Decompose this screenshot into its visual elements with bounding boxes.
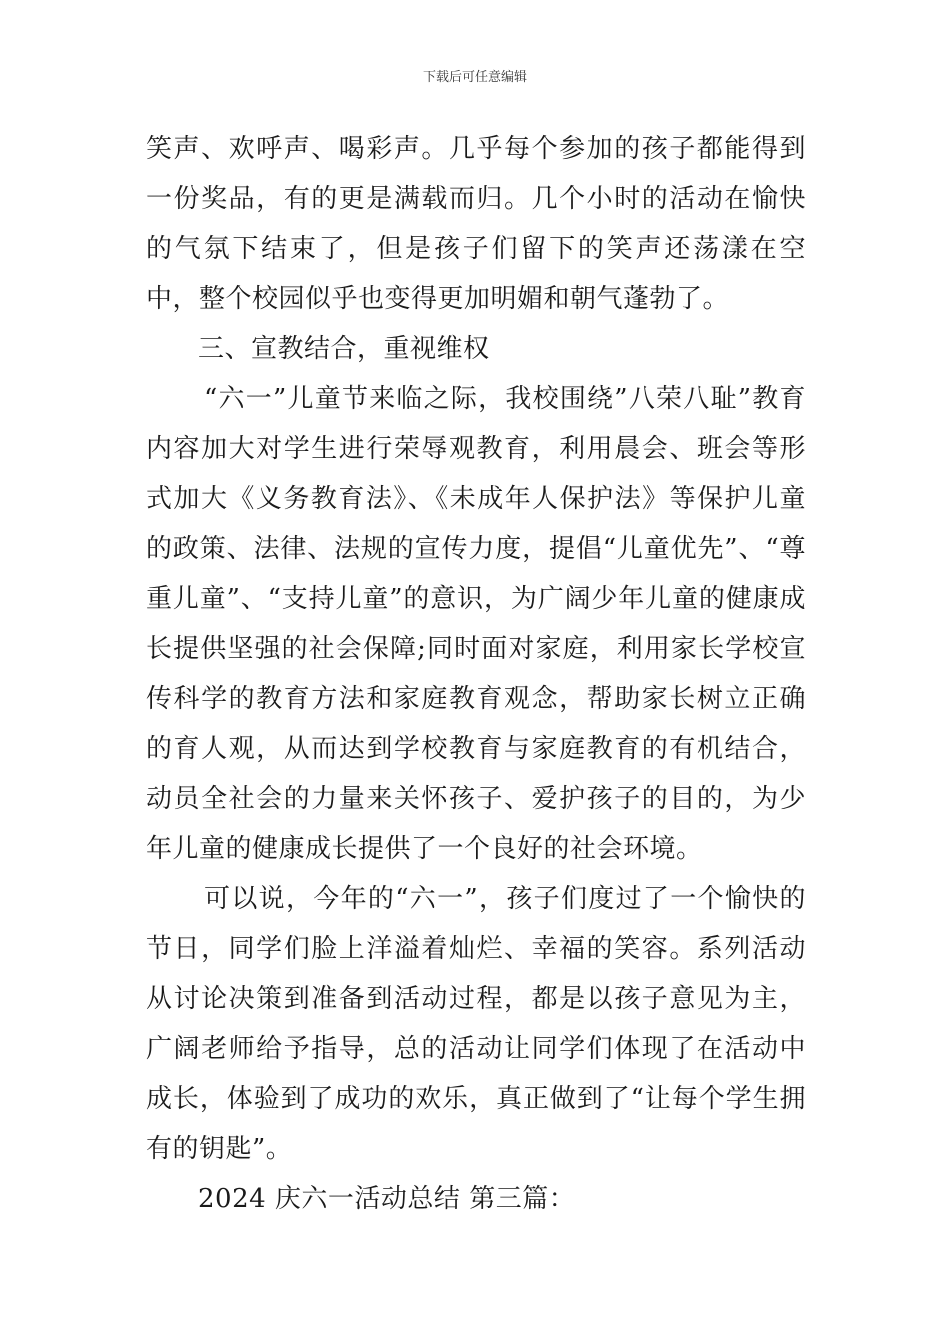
document-body (146, 124, 806, 1224)
paragraph-continuation: 笑声、欢呼声、喝彩声。几乎每个参加的孩子都能得到一份奖品，有的更是满载而归。几个小时的活动在愉快的气氛下结束了，但是孩子们留下的笑声还荡漾在空中，整个校园似乎也变得更加明媚和朝气蓬勃了。 (146, 134, 806, 314)
section-heading: 三、宣教结合，重视维权 (198, 334, 490, 364)
paragraph-conclusion: 可以说，今年的“六一”，孩子们度过了一个愉快的节日，同学们脸上洋溢着灿烂、幸福的笑容。系列活动从讨论决策到准备到活动过程，都是以孩子意见为主，广阔老师给予指导，总的活动让同学们体现了在活动中成长，体验到了成功的欢乐，真正做到了“让每个学生拥有的钥匙”。 (146, 884, 806, 1164)
paragraph-rights-education: “六一”儿童节来临之际，我校围绕”八荣八耻”教育内容加大对学生进行荣辱观教育，利用晨会、班会等形式加大《义务教育法》、《未成年人保护法》等保护儿童的政策、法律、法规的宣传力度，提倡“儿童优先”、“尊重儿童”、“支持儿童”的意识，为广阔少年儿童的健康成长提供坚强的社会保障;同时面对家庭，利用家长学校宣传科学的教育方法和家庭教育观念，帮助家长树立正确的育人观，从而达到学校教育与家庭教育的有机结合，动员全社会的力量来关怀孩子、爱护孩子的目的，为少年儿童的健康成长提供了一个良好的社会环境。 (146, 384, 806, 864)
page-header-note: 下载后可任意编辑 (422, 70, 527, 85)
next-section-title: 2024 庆六一活动总结 第三篇： (198, 1184, 576, 1214)
